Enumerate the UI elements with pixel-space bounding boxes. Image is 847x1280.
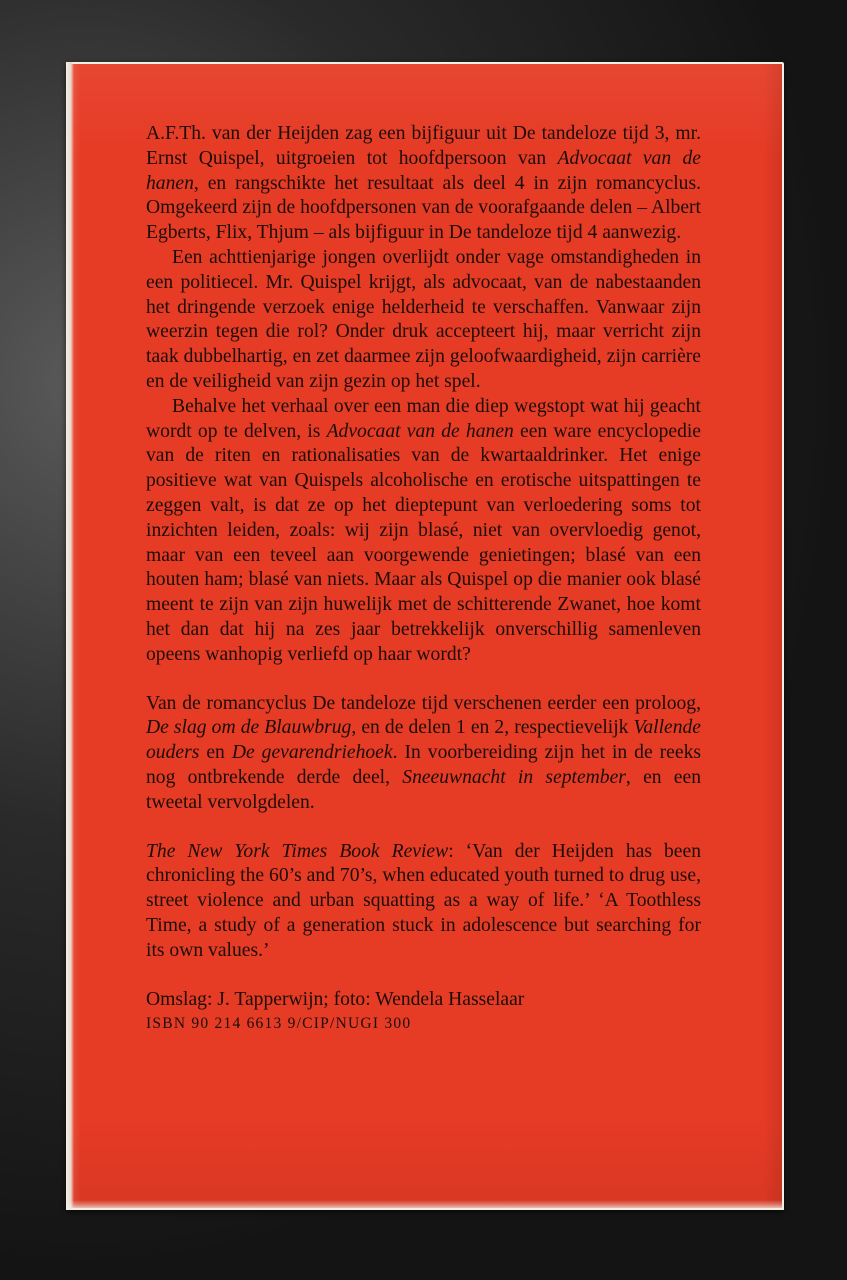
series-title-italic: Sneeuwnacht in september [402,766,626,788]
cover-edge-left [66,62,74,1210]
series-title-italic: Vallende ouders [146,717,701,764]
paragraph-intro: A.F.Th. van der Heijden zag een bijfiguur uit De tandeloze tijd 3, mr. Ernst Quispel, uitgroeien tot hoofdpersoon van Advocaat van de hanen, en rangschikte het resultaat als deel 4 in zijn romancyclus. Omgekeerd zijn de hoofdpersonen van de voorafgaande delen – Albert Egberts, Flix, Thjum – als bijfiguur in De tandeloze tijd 4 aanwezig. [146,123,702,244]
blurb-text [146,122,701,1037]
paragraph-review-quote: The New York Times Book Review: ‘Van der Heijden has been chronicling the 60’s and 70’s, when educated youth turned to drug use, street violence and urban squatting as a way of life.’ ‘A Toothless Time, a study of a generation stuck in adolescence but searching for its own values.’ [146,840,701,961]
review-source-italic: The New York Times Book Review [146,840,449,862]
book-back-cover [66,62,784,1210]
spacer [146,668,701,692]
isbn-line: ISBN 90 214 6613 9/CIP/NUGI 300 [146,1015,412,1033]
spacer [146,964,701,988]
book-title-italic: Advocaat van de hanen [326,420,514,442]
cover-credit: Omslag: J. Tapperwijn; foto: Wendela Hasselaar [146,988,525,1010]
paragraph-plot: Een achttienjarige jongen overlijdt onder vage omstandigheden in een politiecel. Mr. Quispel krijgt, als advocaat, van de nabestaanden het dringende verzoek enige helderheid te verschaffen. Vanwaar zijn weerzin tegen die rol? Onder druk accepteert hij, maar verricht zijn taak dubbelhartig, en zet daarmee zijn geloofwaardigheid, zijn carrière en de veiligheid van zijn gezin op het spel. [146,246,701,392]
series-title-italic: De gevarendriehoek [231,742,393,764]
book-title-italic: Advocaat van de hanen [146,147,702,194]
series-title-italic: De slag om de Blauwbrug [146,717,352,739]
paragraph-themes: Behalve het verhaal over een man die diep wegstopt wat hij geacht wordt op te delven, is Advocaat van de hanen een ware encyclopedie van de riten en rationalisaties van de kwartaaldrinker. Het enige positieve wat van Quispels alcoholische en erotische uitspattingen te zeggen valt, is dat ze op het dieptepunt van verloedering soms tot inzichten leiden, zoals: wij zijn blasé, niet van overvloedig genot, maar van een teveel aan voorgewende genietingen; blasé van een houten ham; blasé van niets. Maar als Quispel op die manier ook blasé meent te zijn van zijn huwelijk met de schitterende Zwanet, hoe komt het dan dat hij na zes jaar betrekkelijk onverschillig samenleven opeens wanhopig verliefd op haar wordt? [146,395,702,665]
paragraph-series: Van de romancyclus De tandeloze tijd verschenen eerder een proloog, De slag om de Blauwbrug, en de delen 1 en 2, respectievelijk Vallende ouders en De gevarendriehoek. In voorbereiding zijn het in de reeks nog ontbrekende derde deel, Sneeuwnacht in september, en een tweetal vervolgdelen. [146,692,701,813]
spacer [146,816,701,840]
cover-edge-bottom [66,1200,784,1210]
